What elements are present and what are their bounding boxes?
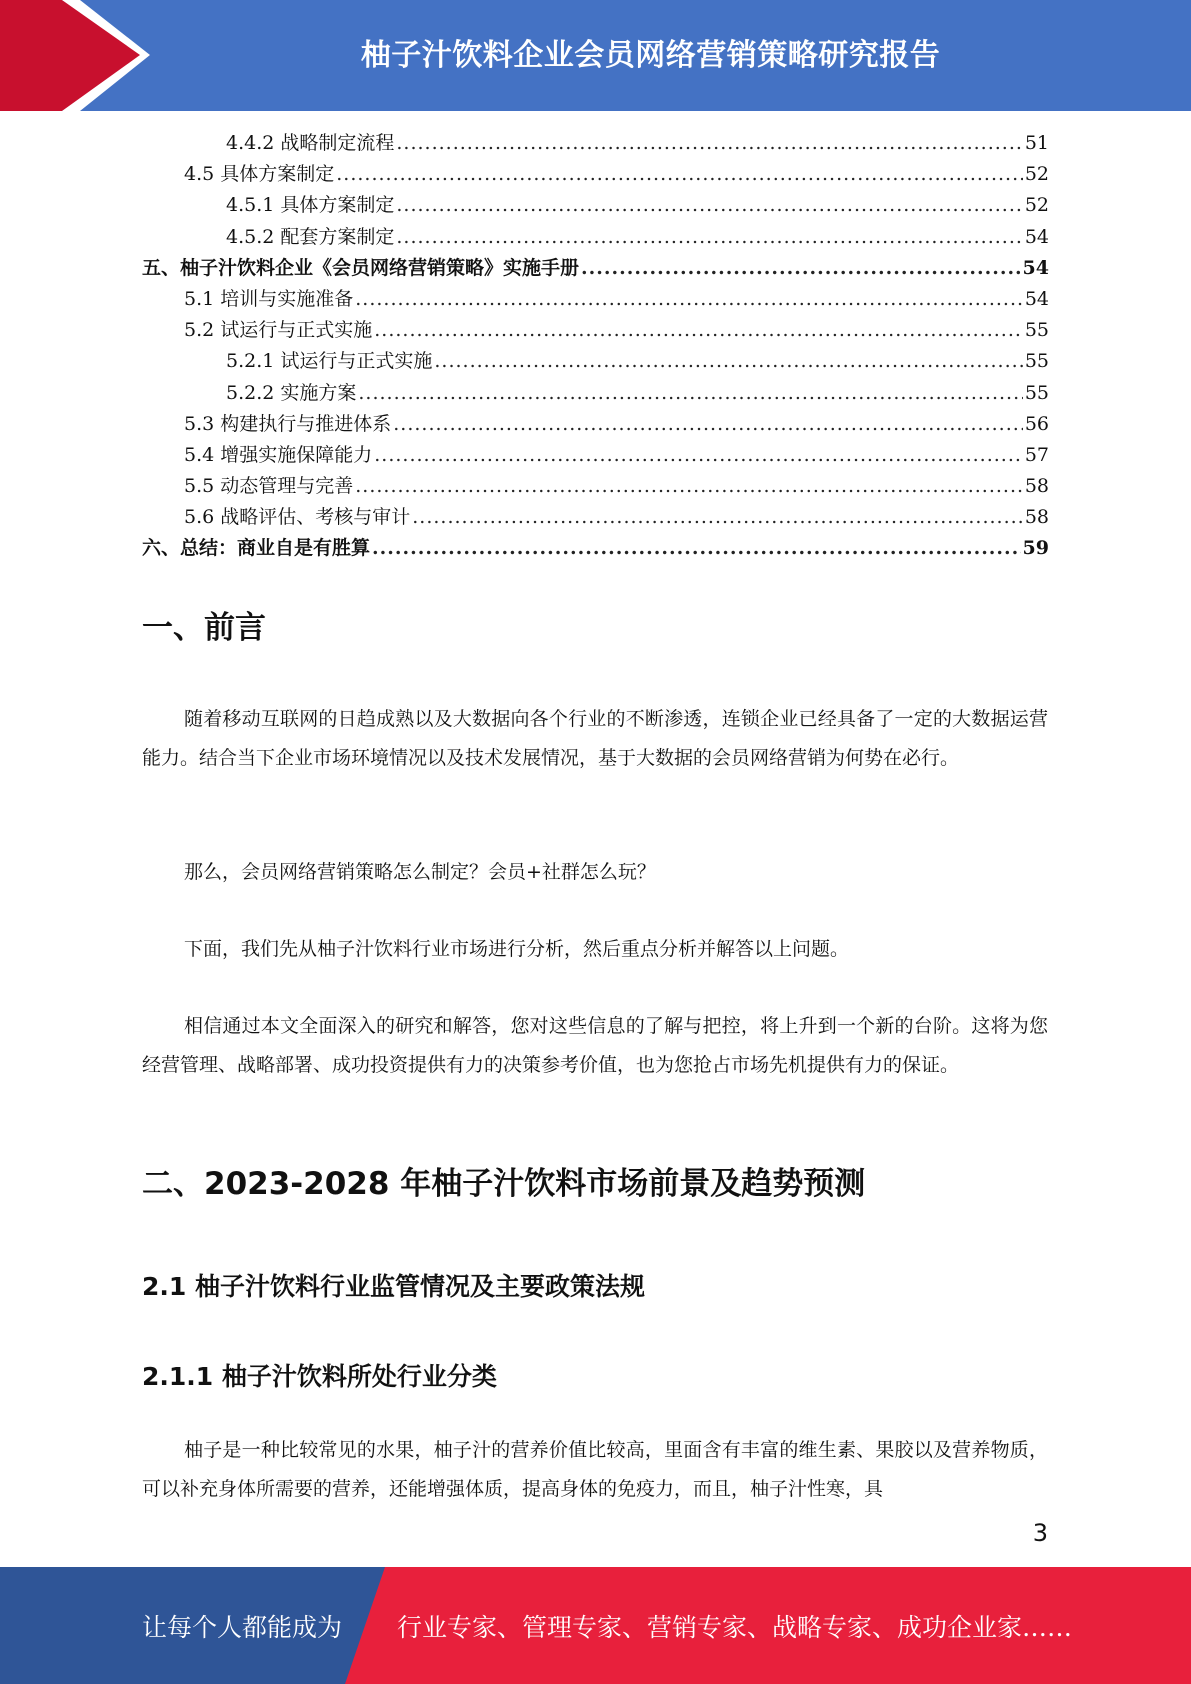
toc-entry[interactable] — [142, 471, 1049, 502]
toc-entry-label: 4.5 具体方案制定 — [184, 163, 335, 186]
toc-entry[interactable] — [142, 440, 1049, 471]
toc-entry-page: 51 — [1024, 132, 1049, 154]
footer-slogan-left: 让每个人都能成为 — [142, 1612, 343, 1642]
toc-entry[interactable] — [142, 284, 1049, 315]
toc-entry-page: 54 — [1024, 225, 1049, 248]
toc-entry[interactable] — [142, 190, 1049, 221]
toc-leader-dots — [396, 128, 1022, 159]
toc-entry-page: 55 — [1024, 381, 1049, 404]
toc-entry[interactable] — [142, 315, 1049, 346]
toc-entry-label: 5.3 构建执行与推进体系 — [184, 412, 392, 435]
toc-entry-label: 4.5.1 具体方案制定 — [226, 194, 395, 217]
toc-entry-page: 58 — [1024, 475, 1049, 498]
preface-paragraph-2: 那么，会员网络营销策略怎么制定？会员+社群怎么玩？ — [184, 861, 656, 883]
toc-leader-dots — [434, 346, 1022, 377]
chapter-2-heading: 二、2023-2028 年柚子汁饮料市场前景及趋势预测 — [142, 1166, 866, 1202]
toc-entry-page: 54 — [1022, 256, 1049, 279]
toc-entry[interactable] — [142, 533, 1049, 564]
toc-entry[interactable] — [142, 346, 1049, 377]
toc-entry-label: 5.4 增强实施保障能力 — [184, 443, 373, 466]
toc-leader-dots — [412, 502, 1023, 533]
toc-entry[interactable] — [142, 378, 1049, 409]
toc-leader-dots — [374, 440, 1023, 471]
toc-entry[interactable] — [142, 409, 1049, 440]
toc-entry-page: 54 — [1024, 287, 1049, 310]
toc-entry-label: 4.4.2 战略制定流程 — [226, 132, 395, 154]
toc-leader-dots — [336, 159, 1023, 190]
document-title: 柚子汁饮料企业会员网络营销策略研究报告 — [360, 37, 941, 73]
toc-entry-label: 5.1 培训与实施准备 — [184, 287, 354, 310]
preface-heading: 一、前言 — [142, 610, 266, 646]
toc-entry-label: 5.2 试运行与正式实施 — [184, 319, 373, 342]
toc-entry-page: 55 — [1024, 319, 1049, 342]
toc-entry[interactable] — [142, 222, 1049, 253]
toc-entry-page: 52 — [1024, 194, 1049, 217]
toc-entry[interactable] — [142, 128, 1049, 159]
toc-leader-dots — [393, 409, 1023, 440]
toc-entry-page: 56 — [1024, 412, 1049, 435]
toc-entry[interactable] — [142, 159, 1049, 190]
toc-entry[interactable] — [142, 502, 1049, 533]
preface-paragraph-3: 下面，我们先从柚子汁饮料行业市场进行分析，然后重点分析并解答以上问题。 — [184, 938, 850, 960]
toc-leader-dots — [355, 471, 1023, 502]
footer-banner — [0, 1567, 1191, 1684]
toc-entry-label: 5.6 战略评估、考核与审计 — [184, 506, 411, 529]
section-2-1-1-heading: 2.1.1 柚子汁饮料所处行业分类 — [142, 1362, 497, 1391]
toc-leader-dots — [358, 378, 1022, 409]
toc-leader-dots — [355, 284, 1023, 315]
toc-entry-page: 57 — [1024, 443, 1049, 466]
toc-entry-label: 5.2.2 实施方案 — [226, 381, 357, 404]
toc-entry-page: 58 — [1024, 506, 1049, 529]
table-of-contents — [142, 128, 1049, 565]
toc-leader-dots — [396, 222, 1022, 253]
toc-entry-page: 59 — [1022, 537, 1049, 560]
toc-entry-page: 55 — [1024, 350, 1049, 373]
toc-leader-dots — [581, 253, 1021, 284]
section-2-1-heading: 2.1 柚子汁饮料行业监管情况及主要政策法规 — [142, 1272, 645, 1301]
toc-entry-page: 52 — [1024, 163, 1049, 186]
section-2-1-1-paragraph: 柚子是一种比较常见的水果，柚子汁的营养价值比较高，里面含有丰富的维生素、果胶以及营养物质，可以补充身体所需要的营养，还能增强体质，提高身体的免疫力，而且，柚子汁性寒，具 — [142, 1439, 1048, 1500]
toc-entry-label: 5.5 动态管理与完善 — [184, 475, 354, 498]
toc-entry-label: 4.5.2 配套方案制定 — [226, 225, 395, 248]
page-number: 3 — [1032, 1519, 1048, 1547]
header-red-arrow-shape — [0, 0, 150, 111]
toc-leader-dots — [374, 315, 1023, 346]
header-banner — [0, 0, 1191, 111]
toc-entry-label: 5.2.1 试运行与正式实施 — [226, 350, 433, 373]
toc-leader-dots — [396, 190, 1022, 221]
footer-slogan-right: 行业专家、管理专家、营销专家、战略专家、成功企业家…… — [397, 1612, 1073, 1642]
toc-entry[interactable] — [142, 253, 1049, 284]
preface-paragraph-1: 随着移动互联网的日趋成熟以及大数据向各个行业的不断渗透，连锁企业已经具备了一定的大数据运营能力。结合当下企业市场环境情况以及技术发展情况，基于大数据的会员网络营销为何势在必行。 — [142, 708, 1048, 769]
toc-entry-label: 五、柚子汁饮料企业《会员网络营销策略》实施手册 — [142, 256, 580, 279]
toc-leader-dots — [372, 533, 1021, 564]
toc-entry-label: 六、总结：商业自是有胜算 — [142, 537, 371, 560]
preface-paragraph-4: 相信通过本文全面深入的研究和解答，您对这些信息的了解与把控，将上升到一个新的台阶。这将为您经营管理、战略部署、成功投资提供有力的决策参考价值，也为您抢占市场先机提供有力的保证。 — [142, 1015, 1048, 1076]
